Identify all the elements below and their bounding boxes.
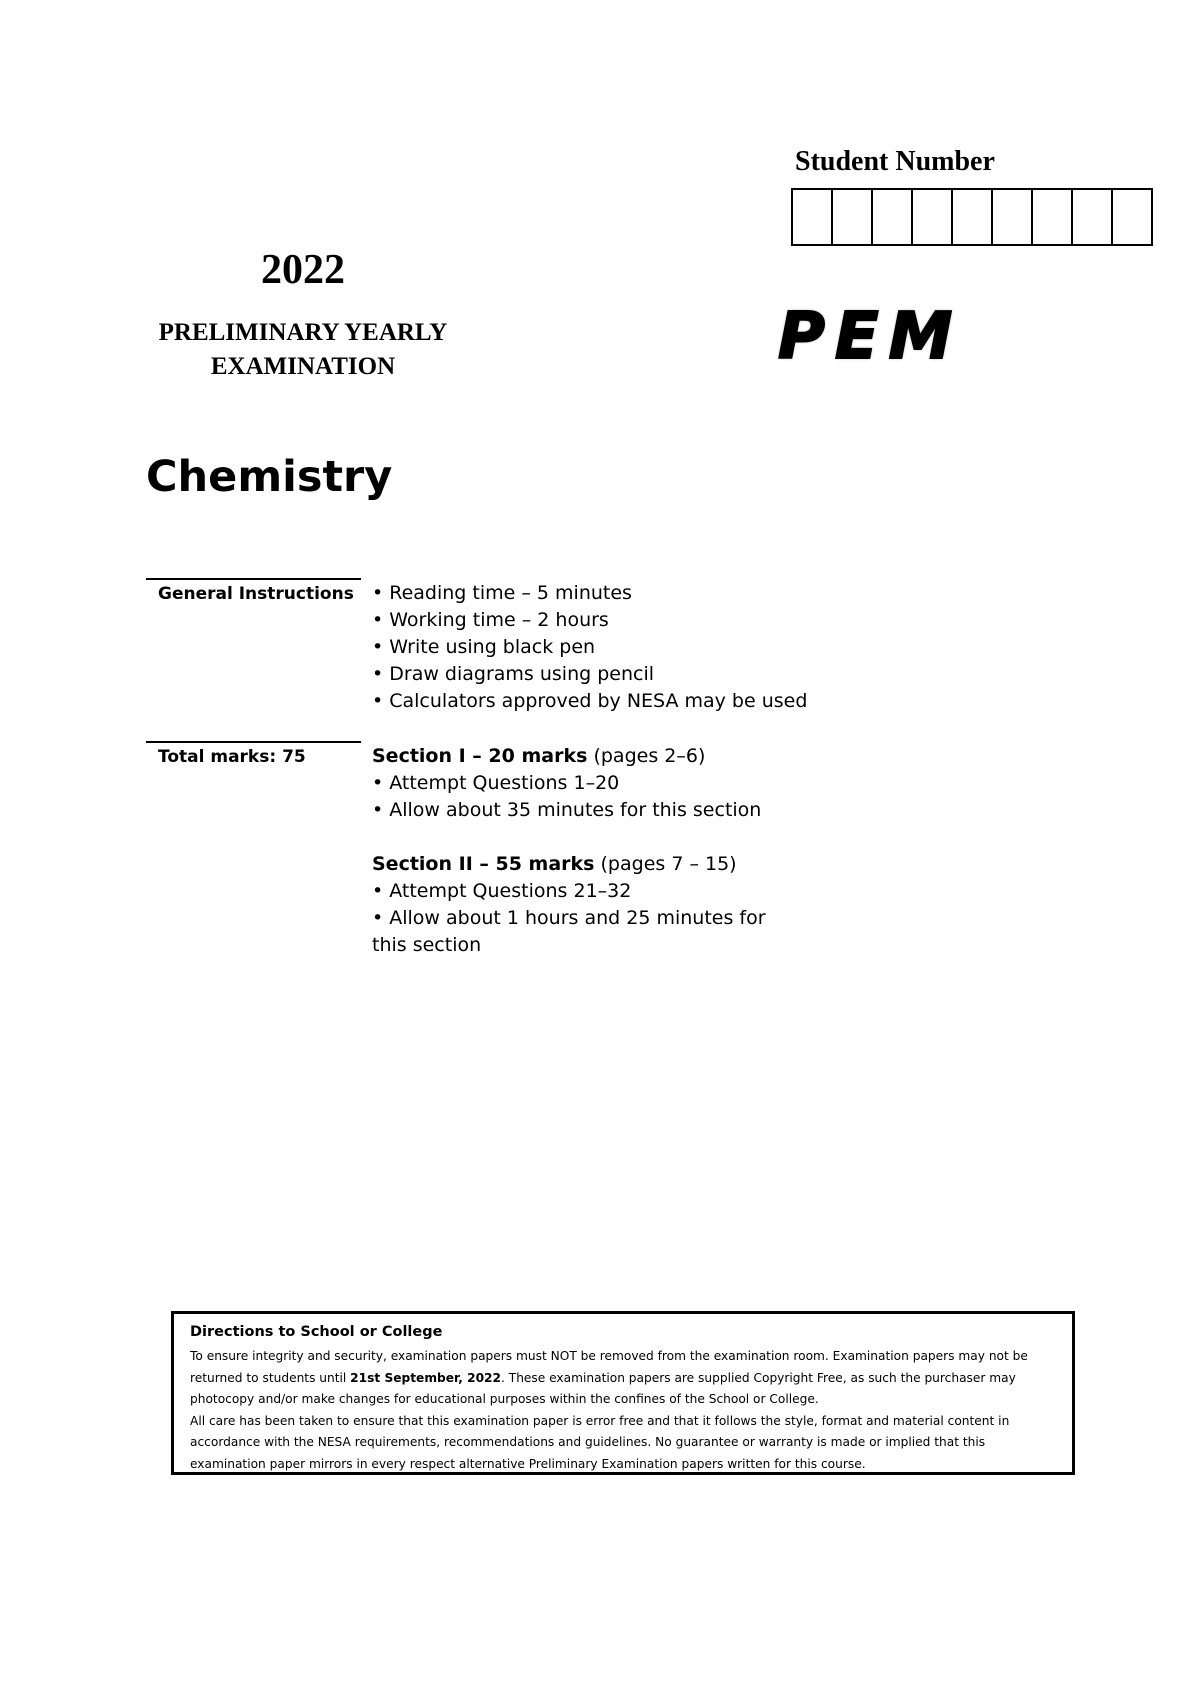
instruction-item: • Write using black pen [372,636,596,658]
section2-heading [372,851,802,878]
student-number-label: Student Number [795,146,995,177]
section-spacer [372,824,802,851]
student-number-box[interactable] [953,190,993,244]
directions-para1-start: To ensure integrity and security, examination papers must NOT be removed from the examination room. Examination papers may not be returned to students until [190,1349,1028,1385]
general-instructions-list [372,580,808,715]
section1-heading-bold: Section I – 20 marks [372,745,588,767]
section2-item: • Attempt Questions 21–32 [372,880,632,902]
student-number-box[interactable] [873,190,913,244]
section1-item: • Attempt Questions 1–20 [372,772,620,794]
section2-item: • Allow about 1 hours and 25 minutes for this section [372,907,766,956]
student-number-box[interactable] [1073,190,1113,244]
section2-heading-bold: Section II – 55 marks [372,853,595,875]
directions-title: Directions to School or College [190,1324,443,1340]
section1-item: • Allow about 35 minutes for this section [372,799,762,821]
general-instructions-label: General Instructions [158,584,354,604]
section1-heading-pages: (pages 2–6) [587,745,706,767]
total-marks-label: Total marks: 75 [158,747,306,767]
student-number-box[interactable] [1033,190,1073,244]
directions-box [171,1311,1075,1475]
exam-title-line2: EXAMINATION [210,353,396,380]
student-number-boxes[interactable] [791,188,1153,246]
subject-title: Chemistry [146,452,393,502]
student-number-box[interactable] [1113,190,1151,244]
instruction-item: • Draw diagrams using pencil [372,663,655,685]
student-number-box[interactable] [833,190,873,244]
student-number-box[interactable] [993,190,1033,244]
directions-body [190,1346,1056,1475]
pem-logo: PEM [778,300,963,374]
student-number-box[interactable] [793,190,833,244]
section1-heading [372,743,802,770]
section2-heading-pages: (pages 7 – 15) [594,853,737,875]
instructions-divider [146,578,361,580]
exam-year: 2022 [261,247,345,293]
directions-return-date: 21st September, 2022 [350,1370,502,1385]
student-number-box[interactable] [913,190,953,244]
instruction-item: • Working time – 2 hours [372,609,609,631]
marks-divider [146,741,361,743]
instruction-item: • Calculators approved by NESA may be used [372,690,808,712]
instruction-item: • Reading time – 5 minutes [372,582,632,604]
directions-para1-end: . These examination papers are supplied Copyright Free, as such the purchaser may photocopy and/or make changes for educational purposes within the confines of the School or College. [190,1370,1016,1406]
exam-title-line1: PRELIMINARY YEARLY [158,319,448,346]
directions-para2: All care has been taken to ensure that this examination paper is error free and that it follows the style, format and material content in accordance with the NESA requirements, recommendations and guidelines. No guarantee or warranty is made or implied that this examination paper mirrors in every respect alternative Preliminary Examination papers written for this course. [190,1413,1010,1471]
sections-list [372,743,802,959]
exam-title [0,316,606,384]
